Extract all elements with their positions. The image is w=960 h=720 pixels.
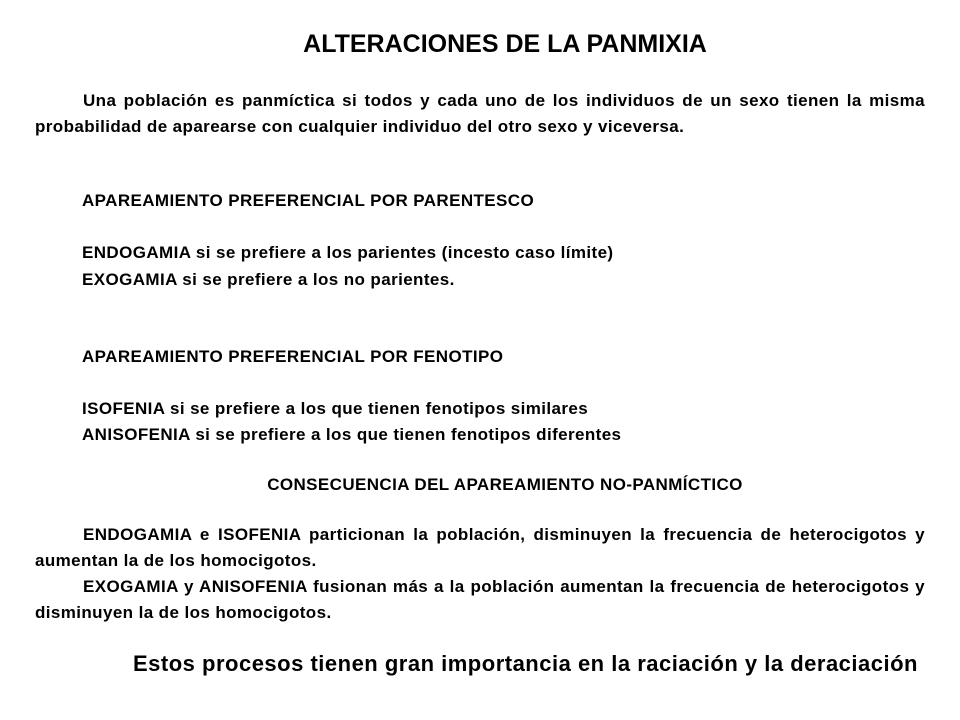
isofenia-line: ISOFENIA si se prefiere a los que tienen fenotipos similares <box>82 399 589 418</box>
endogamia-line: ENDOGAMIA si se prefiere a los parientes (incesto caso límite) <box>82 243 614 262</box>
slide-title: ALTERACIONES DE LA PANMIXIA <box>303 30 707 58</box>
conclusion-paragraph: Estos procesos tienen gran importancia en la raciación y la deraciación <box>133 651 918 676</box>
heading-fenotipo: APAREAMIENTO PREFERENCIAL POR FENOTIPO <box>82 347 504 366</box>
heading-parentesco: APAREAMIENTO PREFERENCIAL POR PARENTESCO <box>82 191 535 210</box>
definition-paragraph: Una población es panmíctica si todos y cada uno de los individuos de un sexo tienen la misma probabilidad de aparearse con cualquier individuo del otro sexo y viceversa. <box>35 91 925 136</box>
heading-consecuencias: CONSECUENCIA DEL APAREAMIENTO NO-PANMÍCTICO <box>267 475 743 494</box>
consecuencia-paragraph-2: EXOGAMIA y ANISOFENIA fusionan más a la población aumentan la frecuencia de heterocigotos y disminuyen la de los homocigotos. <box>35 577 925 622</box>
anisofenia-line: ANISOFENIA si se prefiere a los que tienen fenotipos diferentes <box>82 425 622 444</box>
exogamia-line: EXOGAMIA si se prefiere a los no parientes. <box>82 270 455 289</box>
consecuencia-paragraph-1: ENDOGAMIA e ISOFENIA particionan la población, disminuyen la frecuencia de heterocigotos y aumentan la de los homocigotos. <box>35 525 925 570</box>
